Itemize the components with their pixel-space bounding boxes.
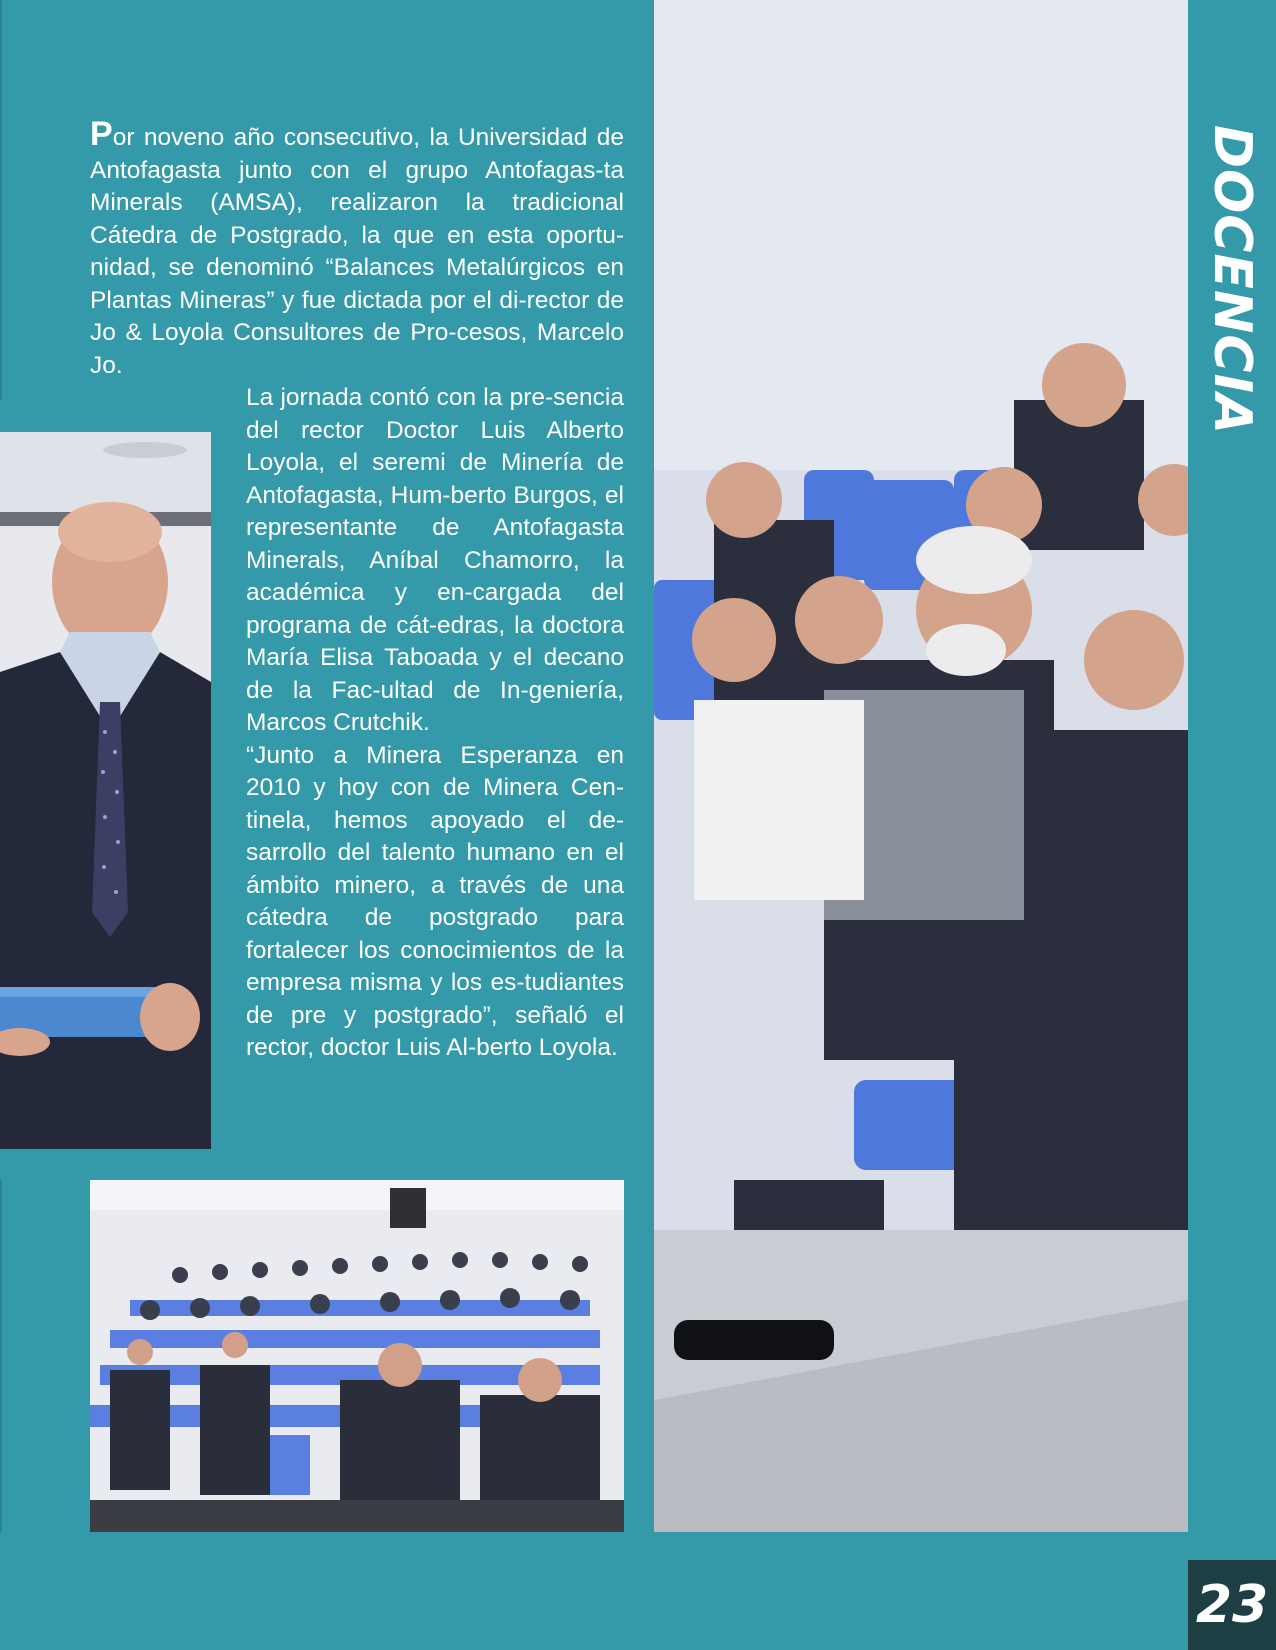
article-body (246, 382, 624, 1065)
event-photo (654, 0, 1188, 1532)
intro-text: or noveno año consecutivo, la Universidad de Antofagasta junto con el grupo Antofagas-ta Minerals (AMSA), realizaron la tradicional Cátedra de Postgrado, la que en esta oportu-nidad, se denominó “Balances Metalúrgicos en Plantas Mineras” y fue dictada por el di-rector de Jo & Loyola Consultores de Pro-cesos, Marcelo Jo. (90, 124, 624, 379)
article-intro (90, 115, 624, 382)
audience-photo (90, 1180, 624, 1532)
page-edge-rule (0, 0, 2, 400)
page-number-box (1188, 1560, 1276, 1650)
paragraph: La jornada contó con la pre-sencia del rector Doctor Luis Alberto Loyola, el seremi de Minería de Antofagasta, Hum-berto Burgos, el representante de Antofagasta Minerals, Aníbal Chamorro, la académica y en-cargada del programa de cát-edras, la doctora María Elisa Taboada y el decano de la Fac-ultad de In-geniería, Marcos Crutchik. (246, 384, 624, 736)
section-label-text: DOCENCIA (1202, 124, 1263, 436)
paragraph: “Junto a Minera Esperanza en 2010 y hoy con de Minera Cen-tinela, hemos apoyado el de-sarrollo del talento humano en el ámbito minero, a través de una cátedra de postgrado para fortalecer los conocimientos de la empresa misma y los es-tudiantes de pre y postgrado”, señaló el rector, doctor Luis Al-berto Loyola. (246, 741, 624, 1061)
page-number: 23 (1195, 1575, 1269, 1635)
drop-cap: P (90, 115, 113, 153)
portrait-photo (0, 432, 211, 1149)
page-edge-rule (0, 1180, 2, 1532)
section-label (1190, 124, 1274, 436)
